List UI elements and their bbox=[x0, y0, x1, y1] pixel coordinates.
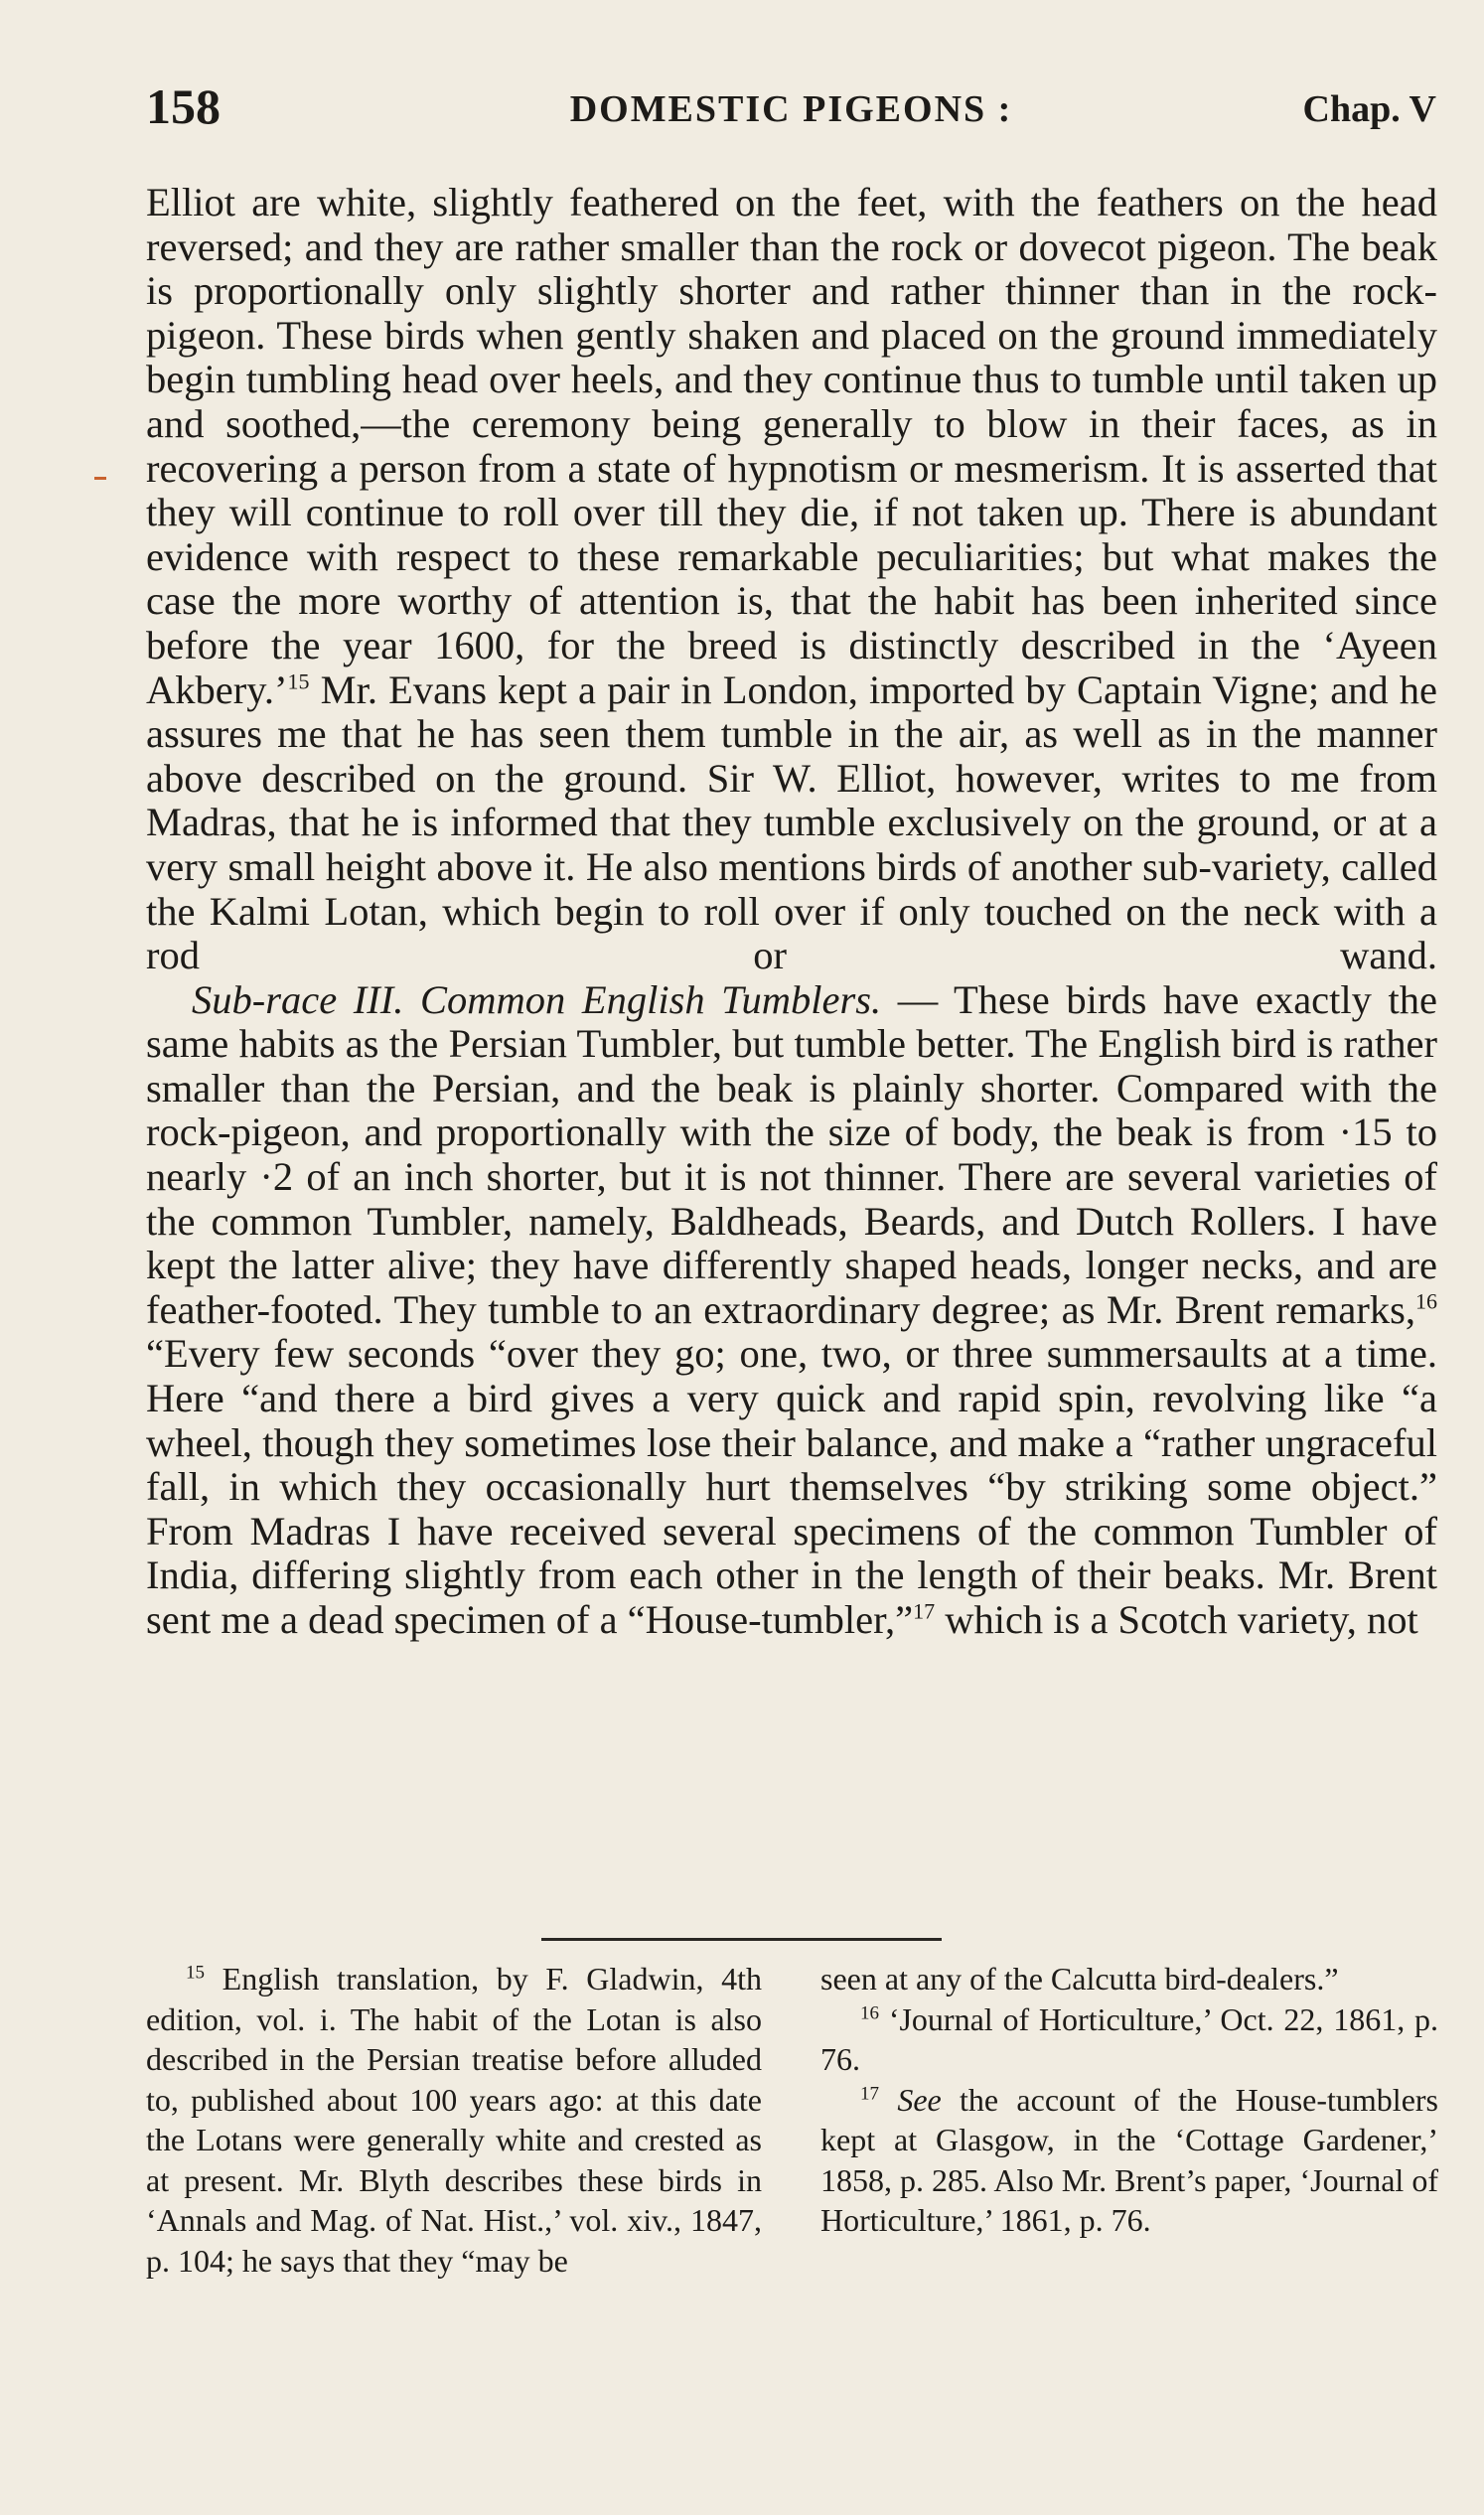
footnote-16 bbox=[820, 1999, 1438, 2080]
paragraph bbox=[146, 181, 1437, 978]
page-number: 158 bbox=[146, 78, 221, 134]
section-lead: Sub-race III. Common English Tumblers. bbox=[192, 976, 882, 1022]
main-text bbox=[146, 181, 1437, 1643]
footnote-17 bbox=[820, 2080, 1438, 2241]
footnote-ref: 15 bbox=[287, 668, 310, 694]
footnote-text: English translation, by F. Gladwin, 4th edition, vol. i. The habit of the Lotan is also described in the Persian treatise before alluded to, published about 100 years ago: at this date the Lotans were generally white and crested as at present. Mr. Blyth describes these birds in ‘Annals and Mag. of Nat. Hist.,’ vol. xiv., 1847, p. 104; he says that they “may be bbox=[146, 1961, 763, 2279]
paragraph-text: Elliot are white, slightly feathered on the feet, with the feathers on the head reversed; and they are rather smaller than the rock or dovecot pigeon. The beak is proportionally only slightly shorter and rather thinner than in the rock-pigeon. These birds when gently shaken and placed on the ground immediately begin tumbling head over heels, and they continue thus to tumble until taken up and soothed,—the ceremony being generally to blow in their faces, as in recovering a person from a state of hypnotism or mesmerism. It is asserted that they will continue to roll over till they die, if not taken up. There is abundant evidence with respect to these remarkable peculiarities; but what makes the case the more worthy of attention is, that the habit has been inherited since before the year 1600, for the breed is distinctly described in the ‘Ayeen Akbery.’ bbox=[146, 180, 1437, 712]
footnote-15-continued bbox=[820, 1959, 1438, 1999]
footnote-text: seen at any of the Calcutta bird-dealers.” bbox=[820, 1961, 1339, 1997]
footnote-number: 16 bbox=[860, 2001, 879, 2023]
footnote-divider bbox=[541, 1938, 942, 1941]
paragraph bbox=[146, 978, 1437, 1643]
footnote-ref: 17 bbox=[913, 1598, 936, 1624]
footnote-see: See bbox=[897, 2081, 942, 2118]
paragraph-text: “Every few seconds “over they go; one, two, or three summersaults at a time. Here “and there a bird gives a very quick and rapid spin, revolving like “a wheel, though they sometimes lose their balance, and make a “rather ungraceful fall, in which they occasionally hurt themselves “by striking some object.” From Madras I have received several specimens of the common Tumbler of India, differing slightly from each other in the length of their beaks. Mr. Brent sent me a dead specimen of a “House-tumbler,” bbox=[146, 1331, 1437, 1642]
paragraph-text: — These birds have exactly the same habits as the Persian Tumbler, but tumble better. The English bird is rather smaller than the Persian, and the beak is plainly shorter. Compared with the rock-pigeon, and proportionally with the size of body, the beak is from ·15 to nearly ·2 of an inch shorter, but it is not thinner. There are several varieties of the common Tumbler, namely, Baldheads, Beards, and Dutch Rollers. I have kept the latter alive; they have differently shaped heads, longer necks, and are feather-footed. They tumble to an extraordinary degree; as Mr. Brent remarks, bbox=[146, 976, 1437, 1332]
paragraph-text: which is a Scotch variety, not bbox=[945, 1597, 1418, 1642]
paragraph-text: Mr. Evans kept a pair in London, imported by Captain Vigne; and he assures me that he has seen them tumble in the air, as well as in the manner above described on the ground. Sir W. Elliot, however, writes to me from Madras, that he is informed that they tumble exclusively on the ground, or at a very small height above it. He also mentions birds of another sub-variety, called the Kalmi Lotan, which begin to roll over if only touched on the neck with a rod or wand. bbox=[146, 666, 1438, 978]
footnote-text: the account of the House-tumblers kept at Glasgow, in the ‘Cottage Gardener,’ 1858, p. 285. Also Mr. Brent’s paper, ‘Journal of Horticulture,’ 1861, p. 76. bbox=[820, 2081, 1439, 2238]
margin-pencil-mark bbox=[94, 477, 106, 480]
footnote-ref: 16 bbox=[1415, 1288, 1437, 1314]
footnotes-left-column bbox=[146, 1959, 762, 2281]
footnote-number: 17 bbox=[860, 2082, 879, 2104]
chapter-label: Chap. V bbox=[1302, 88, 1436, 130]
footnote-text: ‘Journal of Horticulture,’ Oct. 22, 1861, p. 76. bbox=[820, 2000, 1439, 2077]
running-head bbox=[146, 77, 1436, 137]
footnote-15 bbox=[146, 1959, 762, 2281]
footnotes-right-column bbox=[820, 1959, 1438, 2241]
footnote-number: 15 bbox=[186, 1962, 205, 1984]
running-title: DOMESTIC PIGEONS : bbox=[569, 88, 1013, 130]
